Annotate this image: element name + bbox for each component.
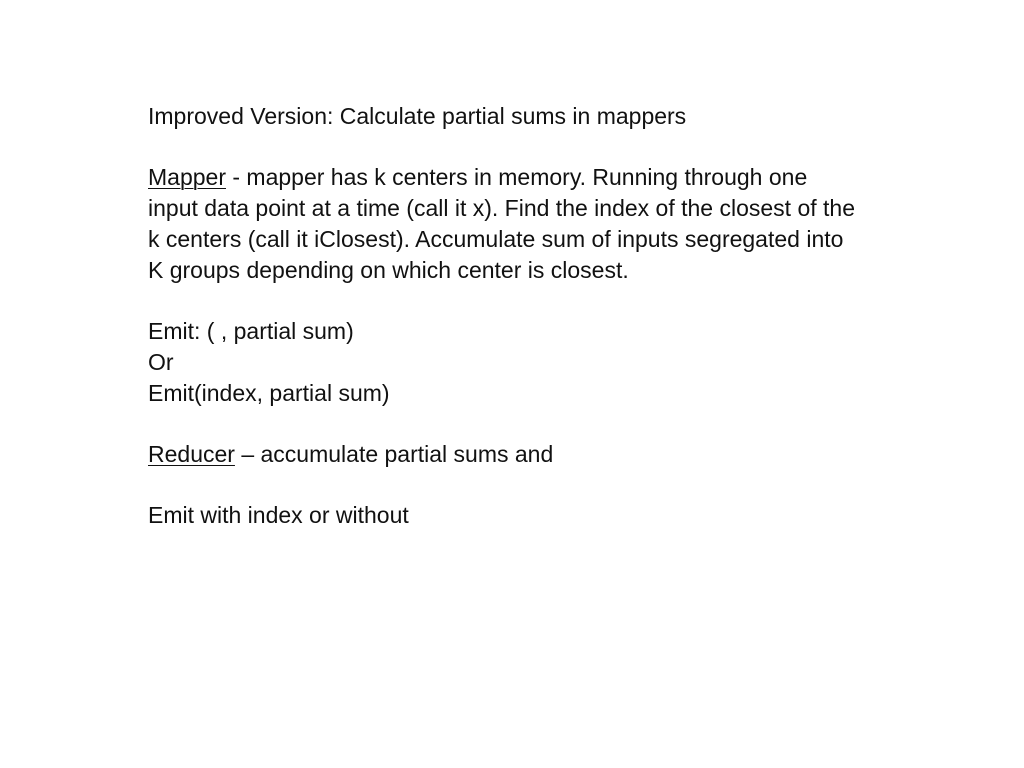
emit-line-1: Emit: ( , partial sum) (148, 318, 354, 344)
spacer (148, 132, 968, 162)
mapper-line-3: k centers (call it iClosest). Accumulate sum of inputs segregated into (148, 226, 844, 252)
emit-line-3: Emit(index, partial sum) (148, 380, 390, 406)
reducer-term: Reducer (148, 441, 235, 467)
spacer (148, 409, 968, 439)
reducer-line (148, 439, 968, 470)
emit-paragraph (148, 316, 968, 409)
mapper-term: Mapper (148, 164, 226, 190)
spacer (148, 286, 968, 316)
mapper-line-4: K groups depending on which center is closest. (148, 257, 629, 283)
emit-line-2: Or (148, 349, 174, 375)
mapper-line-2: input data point at a time (call it x). Find the index of the closest of the (148, 195, 855, 221)
mapper-paragraph (148, 162, 968, 286)
mapper-text-1: - mapper has k centers in memory. Running through one (225, 164, 808, 190)
reducer-text: – accumulate partial sums and (234, 441, 554, 467)
spacer (148, 470, 968, 500)
slide-body (148, 101, 968, 531)
mapper-line-1 (148, 162, 968, 193)
final-line: Emit with index or without (148, 502, 409, 528)
slide-title: Improved Version: Calculate partial sums in mappers (148, 103, 687, 129)
